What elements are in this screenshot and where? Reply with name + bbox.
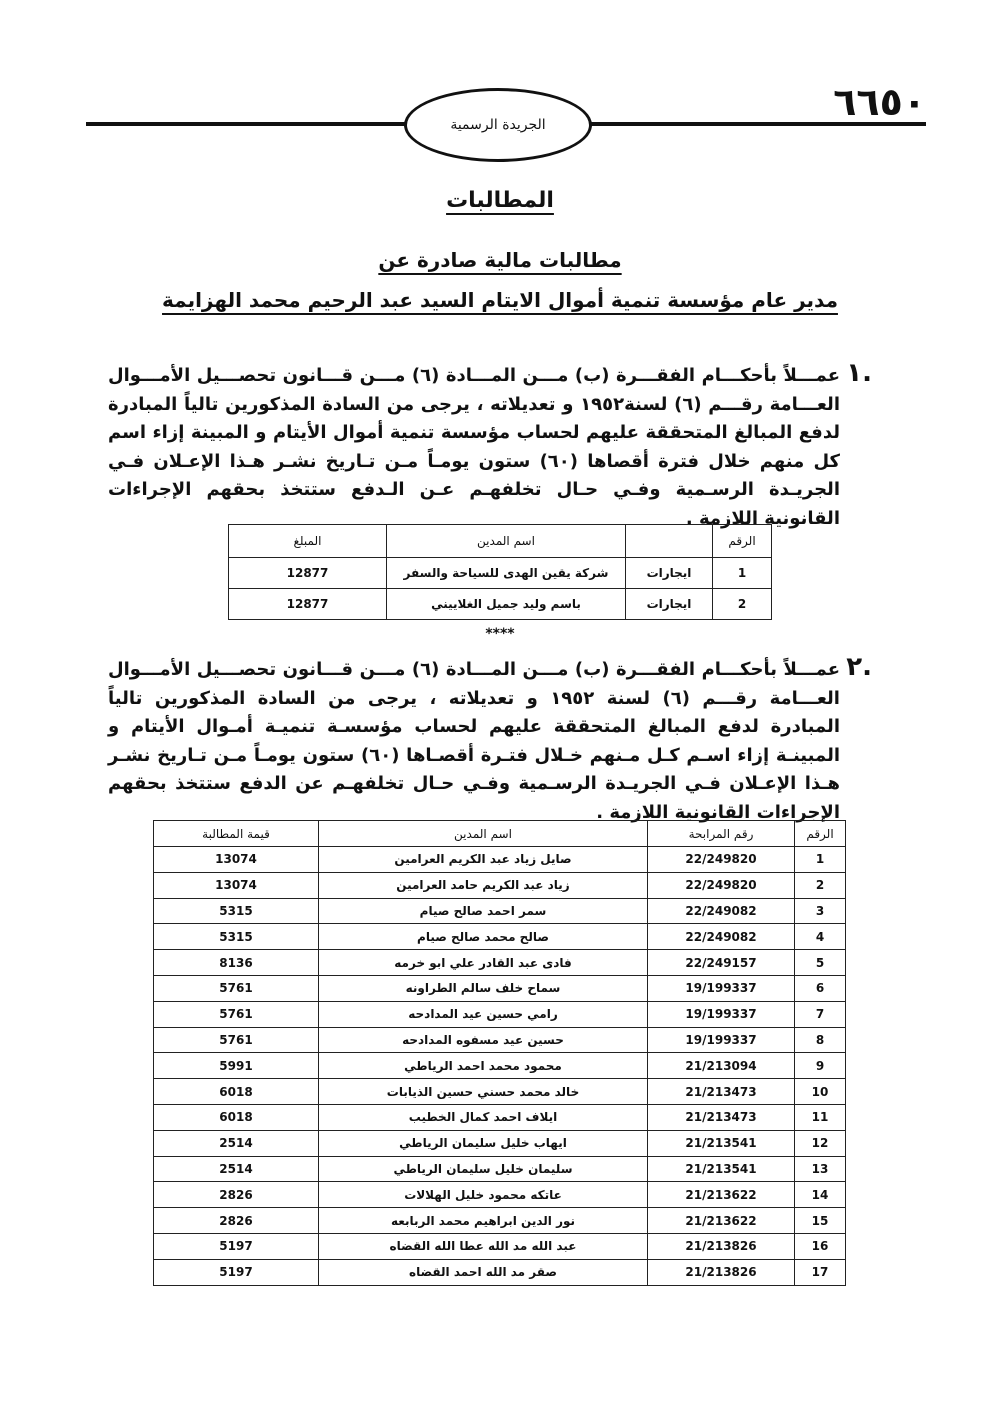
- notice-2-number: ٢.: [846, 652, 872, 682]
- header-case-number: رقم المرابحة: [648, 821, 795, 847]
- cell-amount: 12877: [229, 589, 387, 620]
- cell-amount: 8136: [154, 950, 319, 976]
- cell-amount: 6018: [154, 1104, 319, 1130]
- cell-debtor: عبد الله مد الله عطا الله القضاه: [319, 1233, 648, 1259]
- cell-case: 21/213826: [648, 1233, 795, 1259]
- cell-amount: 12877: [229, 558, 387, 589]
- table-row: [154, 847, 846, 873]
- cell-amount: 5761: [154, 1001, 319, 1027]
- cell-debtor: شركة يقين الهدى للسياحة والسفر: [387, 558, 626, 589]
- header-type: [626, 525, 713, 558]
- cell-amount: 6018: [154, 1079, 319, 1105]
- cell-amount: 2826: [154, 1208, 319, 1234]
- header-claim-value: قيمة المطالبة: [154, 821, 319, 847]
- cell-case: 22/249157: [648, 950, 795, 976]
- cell-number: 14: [795, 1182, 846, 1208]
- cell-number: 3: [795, 898, 846, 924]
- cell-amount: 5197: [154, 1259, 319, 1285]
- cell-number: 7: [795, 1001, 846, 1027]
- cell-debtor: سمر احمد صالح صيام: [319, 898, 648, 924]
- cell-number: 16: [795, 1233, 846, 1259]
- table-row: [154, 1104, 846, 1130]
- cell-debtor: ايلاف احمد كمال الخطيب: [319, 1104, 648, 1130]
- cell-type: ايجارات: [626, 558, 713, 589]
- cell-number: 11: [795, 1104, 846, 1130]
- cell-debtor: محمود محمد احمد الرياطي: [319, 1053, 648, 1079]
- cell-amount: 5315: [154, 924, 319, 950]
- table-row: [154, 1233, 846, 1259]
- cell-number: 6: [795, 975, 846, 1001]
- cell-number: 1: [713, 558, 772, 589]
- table-header-row: [154, 821, 846, 847]
- notice-1-number: ١.: [846, 358, 872, 388]
- cell-debtor: رامي حسين عيد المدادحه: [319, 1001, 648, 1027]
- cell-debtor: نور الدين ابراهيم محمد الربابعه: [319, 1208, 648, 1234]
- table-row: [154, 1182, 846, 1208]
- cell-number: 2: [713, 589, 772, 620]
- table-row: [154, 1001, 846, 1027]
- cell-case: 22/249082: [648, 898, 795, 924]
- cell-case: 19/199337: [648, 1027, 795, 1053]
- table-row: [154, 1053, 846, 1079]
- cell-case: 21/213622: [648, 1208, 795, 1234]
- cell-amount: 2514: [154, 1130, 319, 1156]
- cell-amount: 2514: [154, 1156, 319, 1182]
- cell-amount: 13074: [154, 847, 319, 873]
- cell-number: 5: [795, 950, 846, 976]
- table-row: [154, 950, 846, 976]
- cell-amount: 13074: [154, 872, 319, 898]
- cell-number: 10: [795, 1079, 846, 1105]
- claims-table-1: [228, 524, 772, 620]
- cell-number: 1: [795, 847, 846, 873]
- table-row: [154, 1130, 846, 1156]
- cell-debtor: صالح محمد صالح صيام: [319, 924, 648, 950]
- cell-case: 21/213541: [648, 1130, 795, 1156]
- cell-case: 21/213541: [648, 1156, 795, 1182]
- cell-number: 4: [795, 924, 846, 950]
- cell-amount: 2826: [154, 1182, 319, 1208]
- table-row: [154, 924, 846, 950]
- cell-type: ايجارات: [626, 589, 713, 620]
- cell-case: 22/249082: [648, 924, 795, 950]
- cell-debtor: حسين عيد مسفوه المدادحه: [319, 1027, 648, 1053]
- table-row: [154, 872, 846, 898]
- cell-debtor: سليمان خليل سليمان الرياطي: [319, 1156, 648, 1182]
- issuer-title: مدير عام مؤسسة تنمية أموال الايتام السيد عبد الرحيم محمد الهزايمة: [162, 288, 838, 312]
- header-debtor: اسم المدين: [319, 821, 648, 847]
- cell-case: 19/199337: [648, 1001, 795, 1027]
- cell-amount: 5761: [154, 1027, 319, 1053]
- page-number: ٦٦٥٠: [833, 80, 926, 124]
- cell-number: 17: [795, 1259, 846, 1285]
- table-row: [154, 1027, 846, 1053]
- cell-number: 15: [795, 1208, 846, 1234]
- header-number: الرقم: [795, 821, 846, 847]
- header-amount: المبلغ: [229, 525, 387, 558]
- table-row: [229, 589, 772, 620]
- cell-debtor: باسم وليد جميل الغلاييني: [387, 589, 626, 620]
- cell-case: 21/213622: [648, 1182, 795, 1208]
- cell-case: 22/249820: [648, 872, 795, 898]
- notice-2-text: عمـــلاً بأحكـــام الفقـــرة (ب) مـــن المـــادة (٦) مـــن قـــانون تحصـــيل الأمـــوال العـــامة رقـــم (٦) لسنة ١٩٥٢ و تعديلاته ، يرجى من السادة المذكورين تالياً المبادرة لدفع المبالغ المتحققة عليهم لحساب مؤسسـة تنميـة أمـوال الأيتام و المبينـة إزاء اسـم كـل مـنهم خـلال فتـرة أقصـاها (٦٠) ستون يومـاً مـن تـاريخ نشـر هـذا الإعـلان فـي الجريـدة الرسـمية وفـي حـال تخلفهـم عن الدفع ستتخذ بحقهم الإجراءات القانونية اللازمة .: [108, 659, 840, 823]
- gazette-name-oval: [404, 88, 592, 162]
- cell-number: 8: [795, 1027, 846, 1053]
- table-row: [154, 898, 846, 924]
- table-row: [154, 1208, 846, 1234]
- cell-case: 21/213826: [648, 1259, 795, 1285]
- cell-number: 2: [795, 872, 846, 898]
- cell-number: 12: [795, 1130, 846, 1156]
- section-title: المطالبات: [446, 188, 554, 213]
- header-debtor: اسم المدين: [387, 525, 626, 558]
- cell-debtor: خالد محمد حسني حسين الذيابات: [319, 1079, 648, 1105]
- cell-case: 21/213094: [648, 1053, 795, 1079]
- table-row: [154, 975, 846, 1001]
- cell-number: 9: [795, 1053, 846, 1079]
- cell-case: 19/199337: [648, 975, 795, 1001]
- cell-amount: 5991: [154, 1053, 319, 1079]
- cell-amount: 5761: [154, 975, 319, 1001]
- table-row: [154, 1079, 846, 1105]
- cell-debtor: صايل زياد عبد الكريم العرامين: [319, 847, 648, 873]
- cell-debtor: زياد عبد الكريم حامد العرامين: [319, 872, 648, 898]
- subtitle: مطالبات مالية صادرة عن: [378, 248, 622, 272]
- gazette-name: الجريدة الرسمية: [450, 117, 546, 133]
- cell-number: 13: [795, 1156, 846, 1182]
- table-row: [154, 1259, 846, 1285]
- table-row: [154, 1156, 846, 1182]
- cell-debtor: فادى عبد القادر علي ابو خرمه: [319, 950, 648, 976]
- cell-case: 22/249820: [648, 847, 795, 873]
- cell-debtor: سماح خلف سالم الطراونه: [319, 975, 648, 1001]
- cell-debtor: ايهاب خليل سليمان الرياطي: [319, 1130, 648, 1156]
- cell-case: 21/213473: [648, 1104, 795, 1130]
- header-number: الرقم: [713, 525, 772, 558]
- separator: ****: [485, 626, 515, 642]
- claims-table-2: [153, 820, 846, 1286]
- notice-1-text: عمـــلاً بأحكـــام الفقـــرة (ب) مـــن المـــادة (٦) مـــن قـــانون تحصـــيل الأمـــوال العـــامة رقـــم (٦) لسنة١٩٥٢ و تعديلاته ، يرجى من السادة المذكورين تالياً المبادرة لدفع المبالغ المتحققة عليهم لحساب مؤسسة تنمية أموال الأيتام و المبينة إزاء اسم كل منهم خلال فترة أقصاها (٦٠) ستون يومـاً مـن تـاريخ نشـر هـذا الإعـلان فـي الجريـدة الرسـمية وفـي حـال تخلفهـم عـن الـدفع ستتخذ بحقهم الإجراءات القانونية اللازمة .: [108, 365, 840, 529]
- cell-case: 21/213473: [648, 1079, 795, 1105]
- table-row: [229, 558, 772, 589]
- table-header-row: [229, 525, 772, 558]
- cell-debtor: صقر مد الله احمد القضاه: [319, 1259, 648, 1285]
- cell-amount: 5315: [154, 898, 319, 924]
- cell-debtor: عاتكه محمود خليل الهلالات: [319, 1182, 648, 1208]
- cell-amount: 5197: [154, 1233, 319, 1259]
